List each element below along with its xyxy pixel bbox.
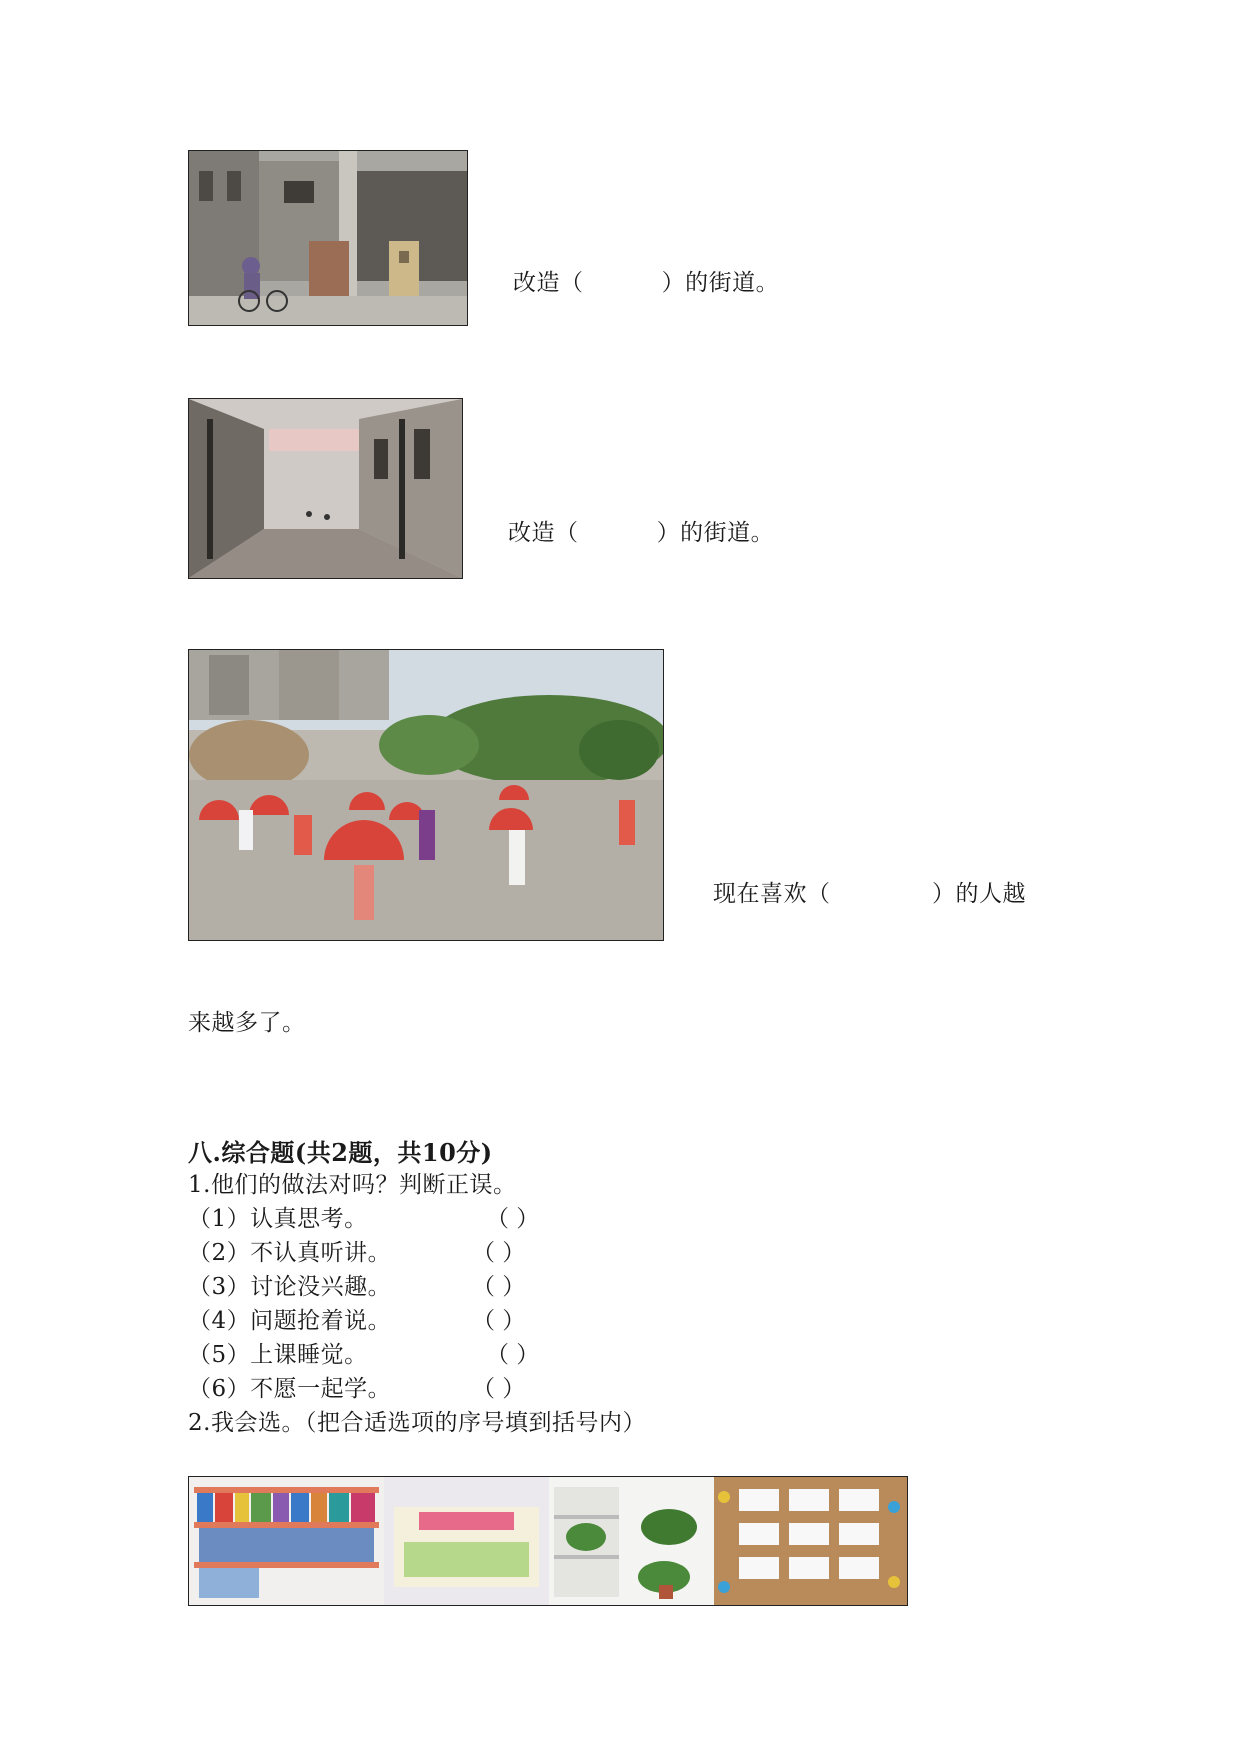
caption-fan-dance: 现在喜欢（ ）的人越: [713, 881, 1027, 907]
list-item: （5）上课睡觉。: [188, 1342, 368, 1368]
answer-bracket[interactable]: （ ）: [472, 1308, 526, 1334]
list-item: （6）不愿一起学。: [188, 1376, 392, 1402]
caption-old-street: 改造（ ）的街道。: [513, 270, 780, 296]
renovated-street-photo: [188, 398, 463, 579]
list-item: （2）不认真听讲。: [188, 1240, 392, 1266]
old-street-photo: [188, 150, 468, 326]
question-2: 2.我会选。（把合适选项的序号填到括号内）: [188, 1410, 646, 1436]
caption-fan-dance-cont: 来越多了。: [188, 1010, 306, 1036]
list-item: （3）讨论没兴趣。: [188, 1274, 392, 1300]
classroom-corners-photo: [188, 1476, 908, 1606]
answer-bracket[interactable]: （ ）: [486, 1342, 540, 1368]
question-1: 1.他们的做法对吗？判断正误。: [188, 1172, 517, 1198]
answer-bracket[interactable]: （ ）: [472, 1274, 526, 1300]
caption-renovated-street: 改造（ ）的街道。: [508, 520, 775, 546]
section-heading: 八.综合题(共2题，共10分): [188, 1138, 493, 1167]
answer-bracket[interactable]: （ ）: [486, 1206, 540, 1232]
answer-bracket[interactable]: （ ）: [472, 1376, 526, 1402]
list-item: （1）认真思考。: [188, 1206, 368, 1232]
fan-dance-photo: [188, 649, 664, 941]
list-item: （4）问题抢着说。: [188, 1308, 392, 1334]
answer-bracket[interactable]: （ ）: [472, 1240, 526, 1266]
